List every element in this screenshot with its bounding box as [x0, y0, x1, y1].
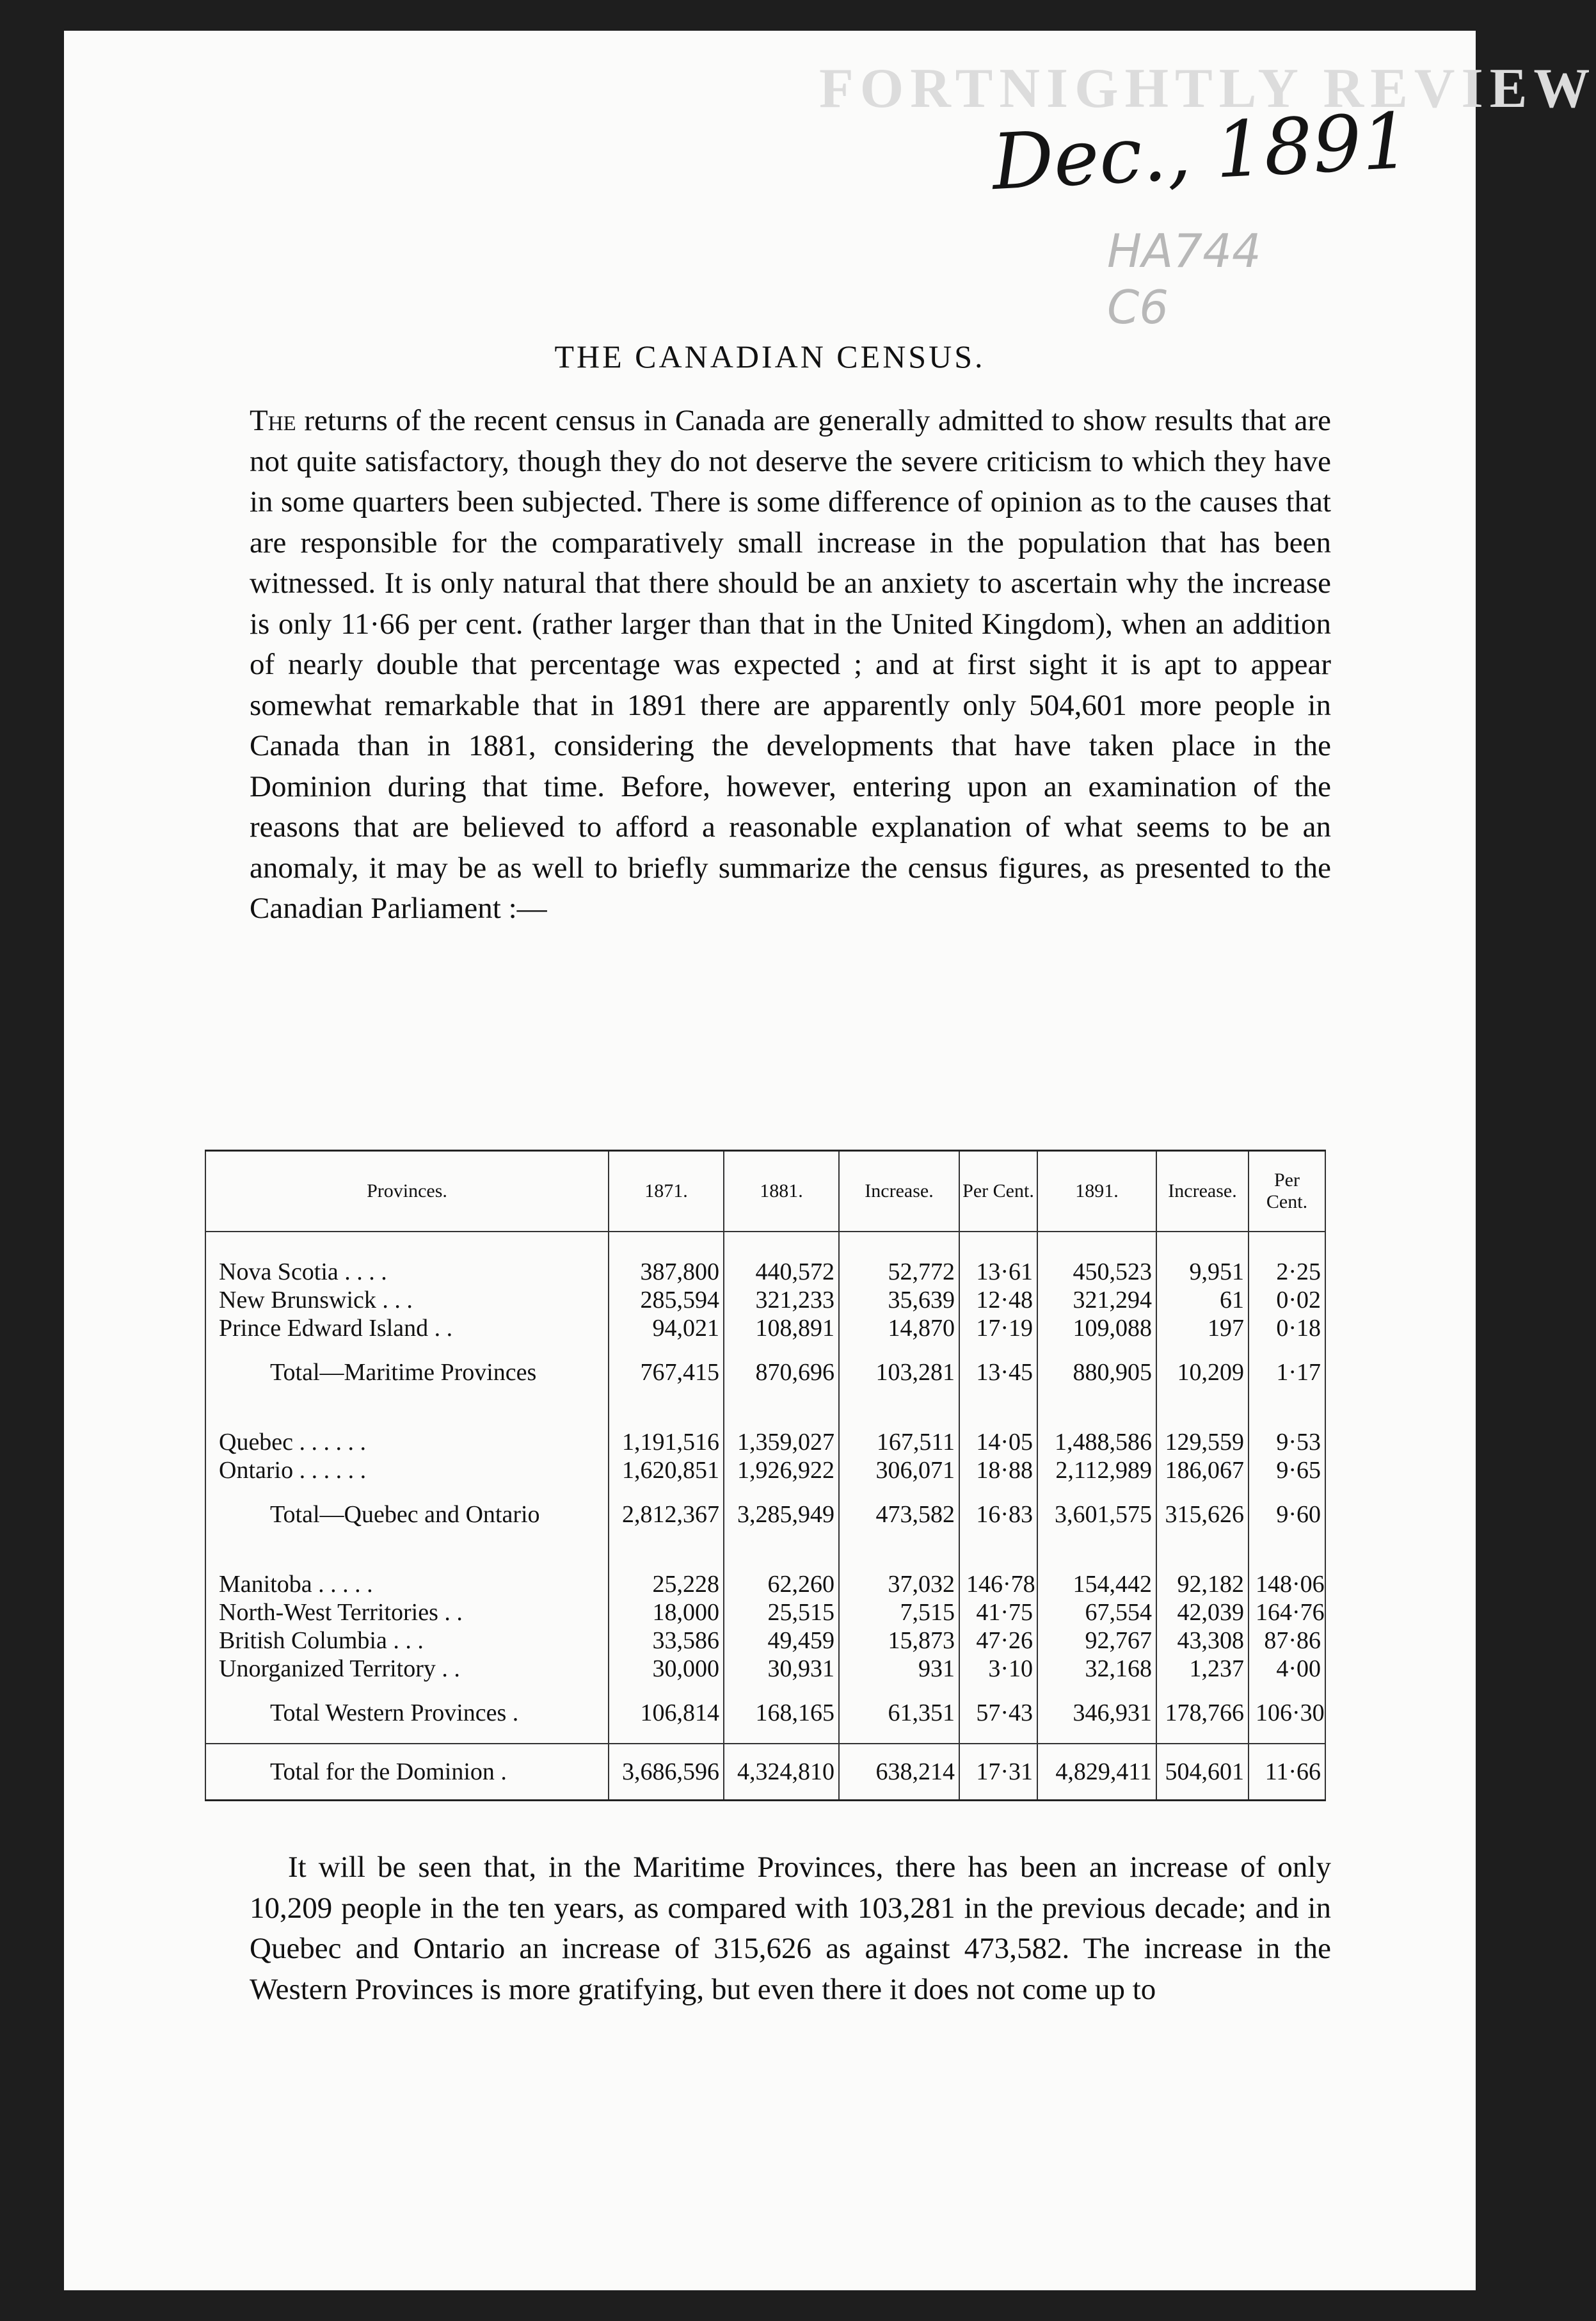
- column-header: Per Cent.: [1249, 1151, 1325, 1232]
- value-cell: 106,814: [609, 1683, 724, 1744]
- province-name: British Columbia . . .: [205, 1626, 609, 1655]
- column-header: Provinces.: [205, 1151, 609, 1232]
- spacer-cell: [1249, 1232, 1325, 1258]
- value-cell: 12·48: [959, 1286, 1037, 1314]
- spacer-cell: [1037, 1232, 1156, 1258]
- value-cell: 43,308: [1156, 1626, 1249, 1655]
- spacer-cell: [1156, 1402, 1249, 1428]
- value-cell: 1,488,586: [1037, 1428, 1156, 1456]
- spacer-cell: [959, 1232, 1037, 1258]
- value-cell: 1·17: [1249, 1342, 1325, 1402]
- value-cell: 15,873: [839, 1626, 959, 1655]
- spacer-row: [205, 1232, 1325, 1258]
- value-cell: 52,772: [839, 1258, 959, 1286]
- province-name: Total—Quebec and Ontario: [205, 1484, 609, 1545]
- value-cell: 35,639: [839, 1286, 959, 1314]
- value-cell: 41·75: [959, 1598, 1037, 1626]
- column-header: Increase.: [1156, 1151, 1249, 1232]
- value-cell: 197: [1156, 1314, 1249, 1342]
- value-cell: 94,021: [609, 1314, 724, 1342]
- value-cell: 18·88: [959, 1456, 1037, 1484]
- value-cell: 321,233: [724, 1286, 839, 1314]
- value-cell: 3,285,949: [724, 1484, 839, 1545]
- value-cell: 61: [1156, 1286, 1249, 1314]
- province-name: Total for the Dominion .: [205, 1744, 609, 1801]
- value-cell: 87·86: [1249, 1626, 1325, 1655]
- value-cell: 931: [839, 1655, 959, 1683]
- value-cell: 4·00: [1249, 1655, 1325, 1683]
- value-cell: 0·18: [1249, 1314, 1325, 1342]
- value-cell: 92,182: [1156, 1570, 1249, 1598]
- value-cell: 49,459: [724, 1626, 839, 1655]
- value-cell: 154,442: [1037, 1570, 1156, 1598]
- value-cell: 129,559: [1156, 1428, 1249, 1456]
- table-header-row: [205, 1151, 1325, 1232]
- table-row: [205, 1428, 1325, 1456]
- value-cell: 57·43: [959, 1683, 1037, 1744]
- spacer-cell: [205, 1402, 609, 1428]
- value-cell: 7,515: [839, 1598, 959, 1626]
- value-cell: 450,523: [1037, 1258, 1156, 1286]
- value-cell: 9,951: [1156, 1258, 1249, 1286]
- province-name: Quebec . . . . . .: [205, 1428, 609, 1456]
- value-cell: 178,766: [1156, 1683, 1249, 1744]
- handwritten-call-number: HA744 C6: [1107, 224, 1261, 334]
- spacer-row: [205, 1402, 1325, 1428]
- value-cell: 440,572: [724, 1258, 839, 1286]
- article-title: THE CANADIAN CENSUS.: [554, 339, 986, 374]
- spacer-cell: [724, 1545, 839, 1570]
- table-row: [205, 1655, 1325, 1683]
- value-cell: 9·65: [1249, 1456, 1325, 1484]
- value-cell: 186,067: [1156, 1456, 1249, 1484]
- province-name: North-West Territories . .: [205, 1598, 609, 1626]
- value-cell: 37,032: [839, 1570, 959, 1598]
- value-cell: 18,000: [609, 1598, 724, 1626]
- value-cell: 146·78: [959, 1570, 1037, 1598]
- value-cell: 1,926,922: [724, 1456, 839, 1484]
- value-cell: 47·26: [959, 1626, 1037, 1655]
- spacer-cell: [1249, 1402, 1325, 1428]
- table-row: [205, 1598, 1325, 1626]
- province-name: Unorganized Territory . .: [205, 1655, 609, 1683]
- value-cell: 103,281: [839, 1342, 959, 1402]
- province-name: Total—Maritime Provinces: [205, 1342, 609, 1402]
- table-row: [205, 1570, 1325, 1598]
- value-cell: 164·76: [1249, 1598, 1325, 1626]
- value-cell: 10,209: [1156, 1342, 1249, 1402]
- value-cell: 1,237: [1156, 1655, 1249, 1683]
- value-cell: 9·53: [1249, 1428, 1325, 1456]
- value-cell: 167,511: [839, 1428, 959, 1456]
- value-cell: 106·30: [1249, 1683, 1325, 1744]
- value-cell: 0·02: [1249, 1286, 1325, 1314]
- province-name: Total Western Provinces .: [205, 1683, 609, 1744]
- spacer-cell: [609, 1545, 724, 1570]
- value-cell: 17·31: [959, 1744, 1037, 1801]
- column-header: 1891.: [1037, 1151, 1156, 1232]
- value-cell: 109,088: [1037, 1314, 1156, 1342]
- value-cell: 285,594: [609, 1286, 724, 1314]
- spacer-cell: [839, 1232, 959, 1258]
- spacer-cell: [609, 1232, 724, 1258]
- column-header: 1871.: [609, 1151, 724, 1232]
- value-cell: 32,168: [1037, 1655, 1156, 1683]
- value-cell: 346,931: [1037, 1683, 1156, 1744]
- value-cell: 25,228: [609, 1570, 724, 1598]
- value-cell: 315,626: [1156, 1484, 1249, 1545]
- spacer-cell: [959, 1402, 1037, 1428]
- census-table-container: [205, 1150, 1325, 1833]
- spacer-cell: [1156, 1232, 1249, 1258]
- spacer-cell: [839, 1545, 959, 1570]
- province-name: New Brunswick . . .: [205, 1286, 609, 1314]
- value-cell: 16·83: [959, 1484, 1037, 1545]
- spacer-cell: [724, 1402, 839, 1428]
- value-cell: 4,829,411: [1037, 1744, 1156, 1801]
- value-cell: 473,582: [839, 1484, 959, 1545]
- value-cell: 13·61: [959, 1258, 1037, 1286]
- library-stamp: FORTNIGHTLY REVIEW: [819, 58, 1596, 120]
- value-cell: 1,191,516: [609, 1428, 724, 1456]
- table-body: [205, 1232, 1325, 1801]
- value-cell: 1,620,851: [609, 1456, 724, 1484]
- value-cell: 4,324,810: [724, 1744, 839, 1801]
- column-header: Per Cent.: [959, 1151, 1037, 1232]
- spacer-cell: [1037, 1402, 1156, 1428]
- value-cell: 3,686,596: [609, 1744, 724, 1801]
- table-row: [205, 1258, 1325, 1286]
- spacer-cell: [959, 1545, 1037, 1570]
- value-cell: 62,260: [724, 1570, 839, 1598]
- value-cell: 638,214: [839, 1744, 959, 1801]
- total-row: [205, 1683, 1325, 1744]
- value-cell: 25,515: [724, 1598, 839, 1626]
- province-name: Prince Edward Island . .: [205, 1314, 609, 1342]
- total-row: [205, 1342, 1325, 1402]
- province-name: Manitoba . . . . .: [205, 1570, 609, 1598]
- value-cell: 30,931: [724, 1655, 839, 1683]
- handwritten-date: Dec., 1891: [989, 96, 1413, 208]
- page: [64, 31, 1596, 2290]
- spacer-cell: [205, 1545, 609, 1570]
- value-cell: 108,891: [724, 1314, 839, 1342]
- value-cell: 3·10: [959, 1655, 1037, 1683]
- value-cell: 61,351: [839, 1683, 959, 1744]
- value-cell: 2,812,367: [609, 1484, 724, 1545]
- table-row: [205, 1314, 1325, 1342]
- total-row: [205, 1744, 1325, 1801]
- value-cell: 13·45: [959, 1342, 1037, 1402]
- value-cell: 2·25: [1249, 1258, 1325, 1286]
- value-cell: 1,359,027: [724, 1428, 839, 1456]
- spacer-cell: [609, 1402, 724, 1428]
- value-cell: 33,586: [609, 1626, 724, 1655]
- census-table: [205, 1150, 1326, 1801]
- value-cell: 767,415: [609, 1342, 724, 1402]
- intro-text: returns of the recent census in Canada are generally admitted to show results that are not quite satisfactory, though they do not deserve the severe criticism to which they have in some quarters been subjected. There is some difference of opinion as to the causes that are responsible for the comparatively small increase in the population that has been witnessed. It is only natural that there should be an anxiety to ascertain why the increase is only 11·66 per cent. (rather larger than that in the United Kingdom), when an addition of nearly double that percentage was expected ; and at first sight it is apt to appear somewhat remarkable that in 1891 there are apparently only 504,601 more people in Canada than in 1881, considering the developments that have taken place in the Dominion during that time. Before, however, entering upon an examination of the reasons that are believed to afford a reasonable explanation of what seems to be an anomaly, it may be as well to briefly summarize the census figures, as presented to the Canadian Parliament :—: [250, 404, 1331, 925]
- table-row: [205, 1456, 1325, 1484]
- value-cell: 11·66: [1249, 1744, 1325, 1801]
- value-cell: 14,870: [839, 1314, 959, 1342]
- table-row: [205, 1626, 1325, 1655]
- spacer-cell: [205, 1232, 609, 1258]
- value-cell: 3,601,575: [1037, 1484, 1156, 1545]
- value-cell: 321,294: [1037, 1286, 1156, 1314]
- spacer-cell: [1156, 1545, 1249, 1570]
- value-cell: 14·05: [959, 1428, 1037, 1456]
- spacer-cell: [839, 1402, 959, 1428]
- province-name: Nova Scotia . . . .: [205, 1258, 609, 1286]
- intro-paragraph: [250, 401, 1331, 929]
- value-cell: 880,905: [1037, 1342, 1156, 1402]
- value-cell: 17·19: [959, 1314, 1037, 1342]
- table-row: [205, 1286, 1325, 1314]
- total-row: [205, 1484, 1325, 1545]
- value-cell: 306,071: [839, 1456, 959, 1484]
- column-header: Increase.: [839, 1151, 959, 1232]
- dropcap-word: The: [250, 404, 296, 437]
- value-cell: 67,554: [1037, 1598, 1156, 1626]
- spacer-cell: [1037, 1545, 1156, 1570]
- value-cell: 870,696: [724, 1342, 839, 1402]
- spacer-cell: [724, 1232, 839, 1258]
- value-cell: 30,000: [609, 1655, 724, 1683]
- value-cell: 9·60: [1249, 1484, 1325, 1545]
- spacer-row: [205, 1545, 1325, 1570]
- province-name: Ontario . . . . . .: [205, 1456, 609, 1484]
- value-cell: 42,039: [1156, 1598, 1249, 1626]
- value-cell: 504,601: [1156, 1744, 1249, 1801]
- analysis-paragraph: It will be seen that, in the Maritime Provinces, there has been an increase of only 10,209 people in the ten years, as compared with 103,281 in the previous decade; and in Quebec and Ontario an increase of 315,626 as against 473,582. The increase in the Western Provinces is more gratifying, but even there it does not come up to: [250, 1851, 1331, 2006]
- column-header: 1881.: [724, 1151, 839, 1232]
- value-cell: 387,800: [609, 1258, 724, 1286]
- value-cell: 2,112,989: [1037, 1456, 1156, 1484]
- value-cell: 168,165: [724, 1683, 839, 1744]
- value-cell: 148·06: [1249, 1570, 1325, 1598]
- spacer-cell: [1249, 1545, 1325, 1570]
- value-cell: 92,767: [1037, 1626, 1156, 1655]
